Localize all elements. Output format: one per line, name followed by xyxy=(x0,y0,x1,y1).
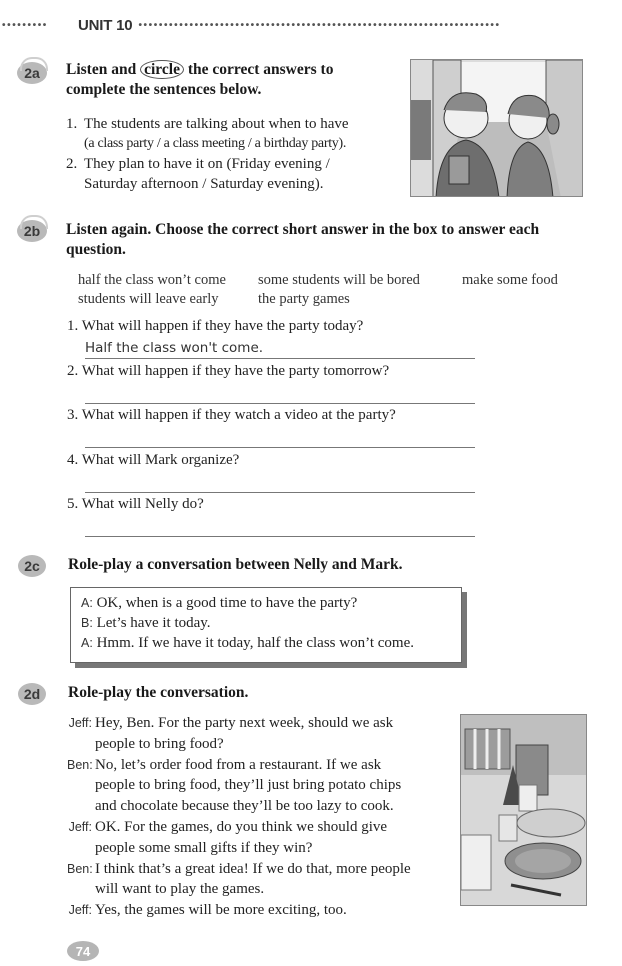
dialogue-line: will want to play the games. xyxy=(95,881,265,898)
answer-option: some students will be bored xyxy=(258,272,420,288)
page-number: 74 xyxy=(75,943,91,959)
item-text[interactable]: They plan to have it on (Friday evening / xyxy=(84,156,330,172)
answer-line-1[interactable] xyxy=(85,358,475,359)
conversation-line xyxy=(81,613,451,633)
badge-label: 2a xyxy=(24,65,40,81)
item-number: 2. xyxy=(66,156,78,172)
dialogue-turn xyxy=(67,859,452,901)
answer-line-4[interactable] xyxy=(85,492,475,493)
question-number: 5. xyxy=(67,496,79,512)
section-badge-2d xyxy=(18,683,46,705)
question-number: 1. xyxy=(67,318,79,334)
item-number: 1. xyxy=(66,116,78,132)
question-3 xyxy=(67,407,396,424)
speaker-label: Ben: xyxy=(67,757,93,772)
dialogue-line: No, let’s order food from a restaurant. If we ask xyxy=(95,756,382,773)
instruction-line-2: complete the sentences below. xyxy=(66,81,262,98)
question-1 xyxy=(67,318,363,335)
unit-title: UNIT 10 xyxy=(78,16,133,34)
dialogue-line: people some small gifts if they win? xyxy=(95,839,313,856)
dialogue-line: and chocolate because they’ll be too lazy to cook. xyxy=(95,798,394,815)
instruction-2a xyxy=(66,60,406,100)
answer-option: half the class won’t come xyxy=(78,272,226,288)
question-number: 4. xyxy=(67,452,79,468)
item-text: The students are talking about when to have xyxy=(84,116,349,132)
item-options[interactable]: Saturday afternoon / Saturday evening). xyxy=(84,176,324,192)
students-drawing-icon xyxy=(411,60,583,197)
section-badge-2c xyxy=(18,555,46,577)
page-number-badge xyxy=(67,941,99,961)
conversation-line xyxy=(81,633,451,653)
instruction-2d: Role-play the conversation. xyxy=(68,684,249,701)
answer-option: students will leave early xyxy=(78,291,219,307)
dialogue-turn xyxy=(67,817,452,859)
exercise-2a-items xyxy=(66,114,411,194)
question-number: 3. xyxy=(67,407,79,423)
answer-option: make some food xyxy=(462,272,558,288)
question-2 xyxy=(67,363,389,380)
dialogue-turn xyxy=(67,755,452,817)
conversation-text: Let’s have it today. xyxy=(96,615,211,631)
party-table-photo xyxy=(460,714,587,906)
question-4 xyxy=(67,452,239,469)
dialogue-line: Hey, Ben. For the party next week, should we ask xyxy=(95,715,394,731)
two-students-illustration xyxy=(410,59,583,197)
dialogue-line: OK. For the games, do you think we should give xyxy=(95,818,388,835)
answer-option: the party games xyxy=(258,291,350,307)
instruction-2b xyxy=(66,220,611,260)
dialogue-line: people to bring food? xyxy=(95,735,224,752)
answer-line-3[interactable] xyxy=(85,447,475,448)
unit-header xyxy=(0,14,622,36)
dialogue-line: Yes, the games will be more exciting, too. xyxy=(95,902,347,919)
instruction-line-2: question. xyxy=(66,241,126,258)
question-text: What will Mark organize? xyxy=(81,452,240,468)
question-text: What will happen if they have the party today? xyxy=(81,318,364,334)
badge-label: 2b xyxy=(23,223,41,239)
answer-line-2[interactable] xyxy=(85,403,475,404)
header-dots-left: ••••••••• xyxy=(2,19,48,31)
question-5 xyxy=(67,496,204,513)
instruction-2c: Role-play a conversation between Nelly and Mark. xyxy=(68,556,403,573)
conversation-line xyxy=(81,593,451,613)
conversation-text: Hmm. If we have it today, half the class won’t come. xyxy=(96,635,414,651)
question-text: What will happen if they have the party tomorrow? xyxy=(81,363,390,379)
answer-line-5[interactable] xyxy=(85,536,475,537)
exercise-item xyxy=(66,154,411,194)
speaker-label: Jeff: xyxy=(68,903,92,918)
instruction-line-1: Listen again. Choose the correct short answer in the box to answer each xyxy=(66,221,540,238)
header-dots-right: ••••••••••••••••••••••••••••••••••••••••••••••••••••••••••••••••••••••• xyxy=(138,19,501,31)
conversation-box xyxy=(70,587,462,663)
answer-1-handwritten[interactable]: Half the class won't come. xyxy=(85,340,264,356)
question-text: What will Nelly do? xyxy=(81,496,204,512)
speaker-label: A: xyxy=(81,636,93,650)
dialogue-turn xyxy=(67,713,452,755)
speaker-label: Ben: xyxy=(67,861,93,876)
speaker-label: Jeff: xyxy=(68,819,92,834)
party-table-icon xyxy=(461,715,587,906)
speaker-label: A: xyxy=(81,596,93,610)
exercise-item xyxy=(66,114,411,154)
dialogue-line: I think that’s a great idea! If we do that, more people xyxy=(95,860,411,877)
badge-label: 2c xyxy=(24,558,40,574)
instruction-text: Listen and xyxy=(66,61,141,78)
question-number: 2. xyxy=(67,363,79,379)
answer-box xyxy=(78,271,608,309)
section-badge-2b xyxy=(17,220,47,242)
circled-word: circle xyxy=(140,60,184,79)
dialogue-line: people to bring food, they’ll just bring potato chips xyxy=(95,777,402,794)
section-badge-2a xyxy=(17,62,47,84)
conversation-text: OK, when is a good time to have the party? xyxy=(96,595,358,611)
dialogue xyxy=(67,713,452,921)
item-options[interactable]: (a class party / a class meeting / a birthday party). xyxy=(84,136,347,151)
speaker-label: Jeff: xyxy=(68,716,92,730)
instruction-text: the correct answers to xyxy=(183,61,334,78)
speaker-label: B: xyxy=(81,616,93,630)
question-text: What will happen if they watch a video at the party? xyxy=(81,407,396,423)
badge-label: 2d xyxy=(23,686,41,702)
dialogue-turn xyxy=(67,900,452,921)
